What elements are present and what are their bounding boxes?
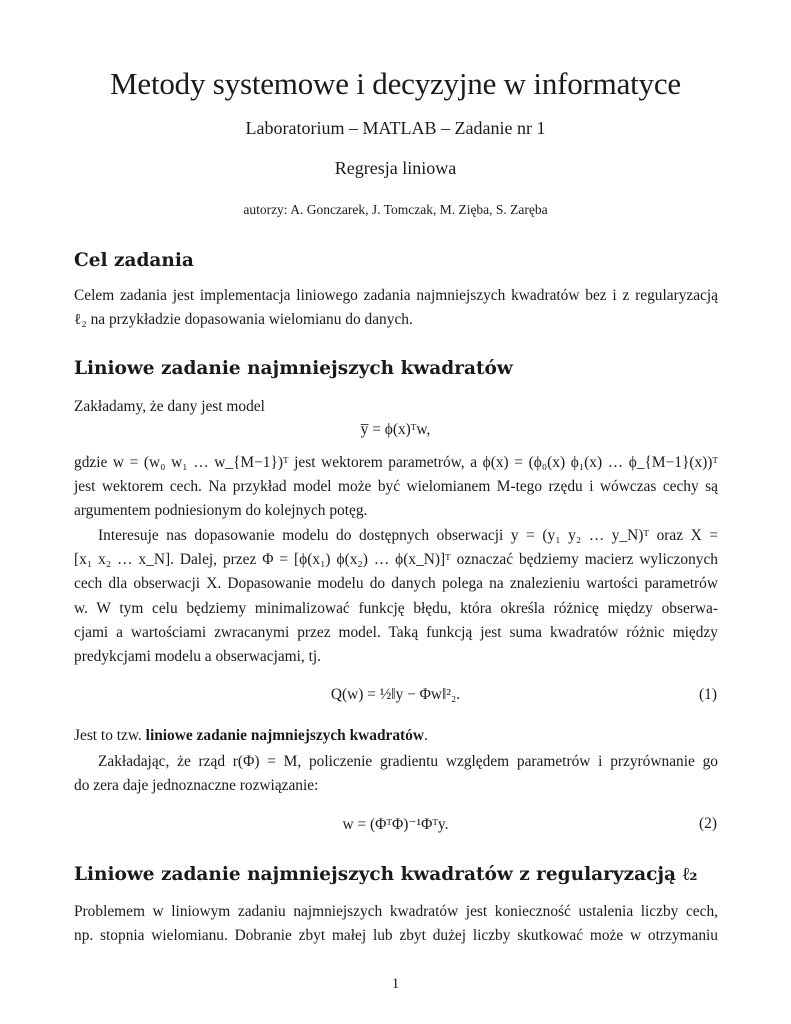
lz-p1-line-3: argumentem podniesionym do kolejnych potęg. <box>74 502 368 520</box>
document-title: Metody systemowe i decyzyjne w informatyce <box>110 66 681 101</box>
lz-intro-line: Zakładamy, że dany jest model <box>74 398 265 415</box>
lz-p3-line <box>74 724 718 748</box>
cel-line-1: Celem zadania jest implementacja liniowego zadania najmniejszych kwadratów bez i z regularyzacją <box>74 287 718 304</box>
lz-p3-suffix: . <box>423 727 428 744</box>
lz-p2-line-3: cech dla obserwacji X. Dopasowanie modelu do danych polega na znalezieniu wartości parametrów <box>74 575 718 593</box>
lz-paragraph-2 <box>74 524 718 669</box>
page-number: 1 <box>391 976 400 992</box>
lz-p4-line-2: do zera daje jednoznaczne rozwiązanie: <box>74 777 319 795</box>
equation-2: w = (ΦᵀΦ)⁻¹Φᵀy. <box>342 816 449 833</box>
lz-p2-line-6: predykcjami modelu a obserwacjami, tj. <box>74 647 322 665</box>
lz-p2-line-1: Interesuje nas dopasowanie modelu do dostępnych obserwacji y = (y₁ y₂ … y_N)ᵀ oraz X = <box>98 527 718 544</box>
lz-p2-line-4: w. W tym celu będziemy minimalizować funkcję błędu, która określa różnicę między obserwa- <box>74 599 718 617</box>
lz-intro <box>74 395 718 419</box>
lz-paragraph-3 <box>74 724 718 748</box>
lz-p2-line-5: cjami a wartościami zwracanymi przez model. Taką funkcją jest suma kwadratów różnic między <box>74 623 718 641</box>
equation-1: Q(w) = ½‖y − Φw‖²₂. <box>330 686 461 703</box>
document-authors: autorzy: A. Gonczarek, J. Tomczak, M. Zięba, S. Zaręba <box>243 202 548 217</box>
section-heading-cel: Cel zadania <box>74 250 194 271</box>
lz-paragraph-1 <box>74 451 718 524</box>
lz-p3-term: liniowe zadanie najmniejszych kwadratów <box>145 727 424 744</box>
lz-p1-line-1: gdzie w = (w₀ w₁ … w_{M−1})ᵀ jest wektorem parametrów, a ϕ(x) = (ϕ₀(x) ϕ₁(x) … ϕ_{M−1}(x))ᵀ <box>74 454 718 471</box>
section-heading-lz: Liniowe zadanie najmniejszych kwadratów <box>74 358 513 379</box>
document-topic: Regresja liniowa <box>334 158 457 178</box>
reg-line-1: Problemem w liniowym zadaniu najmniejszych kwadratów jest konieczność ustalenia liczby cech, <box>74 903 718 920</box>
equation-2-number: (2) <box>699 815 717 832</box>
lz-paragraph-4 <box>74 750 718 798</box>
cel-line-2: ℓ₂ na przykładzie dopasowania wielomianu do danych. <box>74 311 413 329</box>
document-subtitle: Laboratorium – MATLAB – Zadanie nr 1 <box>245 118 546 138</box>
reg-line-2: np. stopnia wielomianu. Dobranie zbyt małej lub zbyt dużej liczby skutkować może w otrzymaniu <box>74 927 718 945</box>
lz-p2-line-2: [x₁ x₂ … x_N]. Dalej, przez Φ = [ϕ(x₁) ϕ(x₂) … ϕ(x_N)]ᵀ oznaczać będziemy macierz wyliczonych <box>74 551 718 569</box>
equation-model: y̅ = ϕ(x)ᵀw, <box>360 421 431 438</box>
section-heading-reg: Liniowe zadanie najmniejszych kwadratów z regularyzacją ℓ₂ <box>74 864 698 885</box>
reg-paragraph <box>74 900 718 948</box>
lz-p3-prefix: Jest to tzw. <box>74 727 146 744</box>
lz-p1-line-2: jest wektorem cech. Na przykład model może być wielomianem M-tego rzędu i wówczas cechy są <box>74 478 718 496</box>
cel-paragraph <box>74 284 718 332</box>
lz-p4-line-1: Zakładając, że rząd r(Φ) = M, policzenie gradientu względem parametrów i przyrównanie go <box>98 753 718 770</box>
equation-1-number: (1) <box>699 686 717 703</box>
